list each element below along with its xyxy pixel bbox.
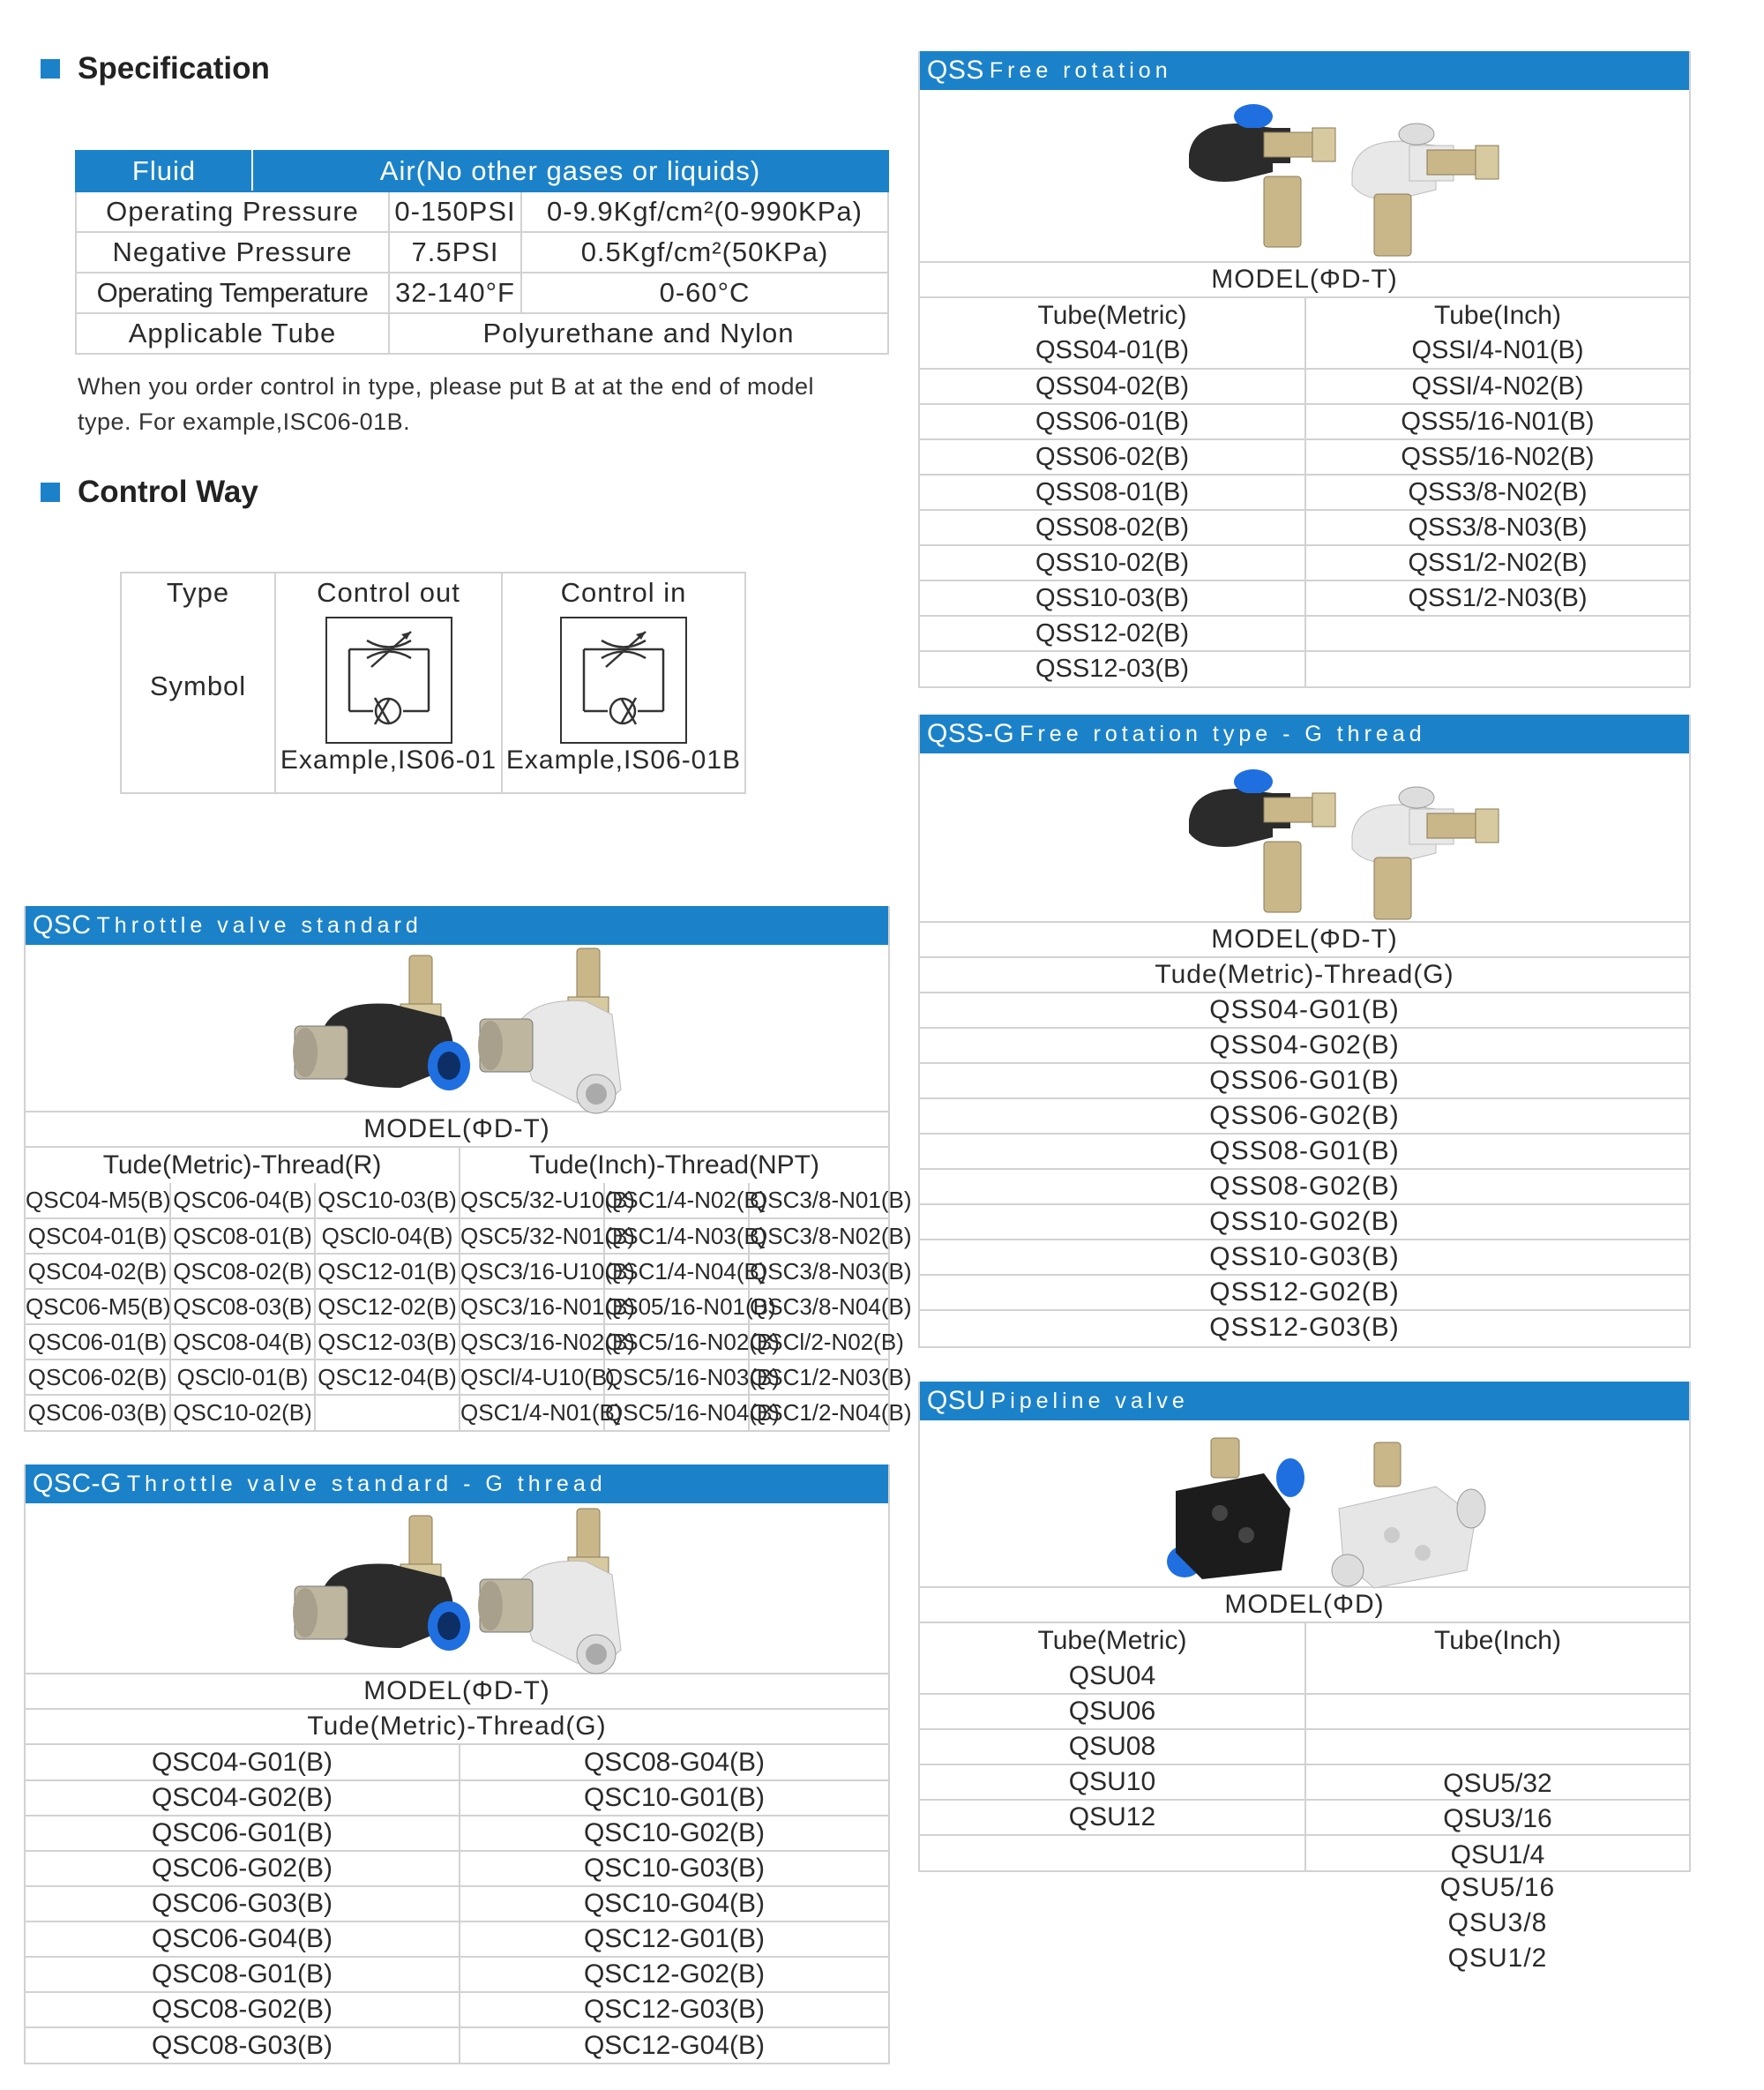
qsc-model-cell: QSCl/2-N02(B) [749,1324,888,1360]
qssg-panel-header: QSS-G Free rotation type - G thread [920,715,1689,753]
qsc-model-row [26,1289,888,1324]
qsu-model-cell [1305,1729,1689,1764]
qscg-model-row [26,2027,888,2063]
qscg-model-cell: QSC12-G04(B) [460,2027,888,2063]
qsc-model-cell: QSCl/4-U10(B) [460,1360,604,1395]
heading-square-icon [41,59,60,79]
qsc-model-row [26,1324,888,1360]
qsu-model-row [920,1659,1689,1694]
qscg-product-image [26,1503,888,1674]
qsu-model-cell [1305,1694,1689,1729]
qsu-rows-table [920,1623,1689,1870]
qscg-model-cell: QSC12-G02(B) [460,1957,888,1992]
qsc-model-cell: QSC5/16-N04(B) [604,1395,749,1430]
qscg-model-row [26,1957,888,1992]
qscg-model-row [26,1816,888,1851]
qsu-inch-item: QSU1/2 [1447,1944,1548,1973]
qsu-inch-item: QSU3/8 [1447,1908,1548,1937]
qssg-model-row: QSS08-G02(B) [920,1170,1689,1205]
control-in-label: Control in [502,573,745,611]
spec-label: Applicable Tube [76,313,389,354]
qss-model-row [920,651,1689,686]
qsc-panel-header: QSC Throttle valve standard [26,906,888,945]
spec-value: 32-140°F [389,273,521,313]
qss-model-label: MODEL(ΦD-T) [920,263,1689,298]
qscg-model-cell: QSC06-G02(B) [26,1851,460,1886]
qsc-model-cell: QSC04-M5(B) [26,1183,170,1218]
qsc-model-row [26,1254,888,1289]
qss-model-cell: QSS5/16-N01(B) [1305,404,1689,439]
spec-value: Polyurethane and Nylon [389,313,888,354]
qsu-inch-item: QSU5/16 [1439,1873,1556,1902]
qsc-panel [24,906,912,1432]
qsc-model-row [26,1218,888,1254]
qss-model-row [920,333,1689,369]
qscg-model-cell: QSC08-G01(B) [26,1957,460,1992]
qss-model-cell: QSS06-01(B) [920,404,1305,439]
qsc-model-cell: QSC04-02(B) [26,1254,170,1289]
qsu-model-cell: QSU12 [920,1800,1305,1835]
qscg-model-cell: QSC10-G01(B) [460,1780,888,1816]
qsu-metric-header: Tube(Metric) [1037,1626,1187,1655]
qsc-model-cell: QSC12-01(B) [315,1254,460,1289]
qssg-fittings-icon [920,753,1691,923]
qss-model-cell: QSS10-02(B) [920,545,1305,581]
qscg-model-row [26,1780,888,1816]
qsc-model-cell: QSC5/32-N01(B) [460,1218,604,1254]
qss-product-image [920,90,1689,263]
spec-header-cell: Air(No other gases or liquids) [252,151,888,191]
qsu-inch-header: Tube(Inch) [1305,1623,1689,1659]
qsc-model-cell: QSC3/8-N01(B) [749,1183,888,1218]
spec-value: 7.5PSI [389,232,521,273]
qss-model-row [920,545,1689,581]
qscg-rows-table [26,1745,888,2063]
qsc-rows-table [26,1183,912,1430]
spec-header-cell: Fluid [76,151,252,191]
qss-model-cell: QSS1/2-N03(B) [1305,581,1689,616]
qscg-model-cell: QSC10-G02(B) [460,1816,888,1851]
qss-model-row [920,616,1689,651]
qscg-model-row [26,1992,888,2027]
qss-model-cell: QSS08-01(B) [920,475,1305,510]
control-out-symbol-icon [325,617,452,744]
qsu-model-cell: QSU3/16 [1305,1800,1689,1835]
qsc-model-cell: QSC5/16-N03(B) [604,1360,749,1395]
qscg-model-cell: QSC06-G01(B) [26,1816,460,1851]
qscg-model-cell: QSC12-G01(B) [460,1921,888,1957]
qsc-metric-group: Tude(Metric)-Thread(R) [102,1150,382,1180]
qsc-model-cell: QSC1/2-N03(B) [749,1360,888,1395]
qss-model-cell [1305,651,1689,686]
qsc-model-cell: QSC1/2-N04(B) [749,1395,888,1430]
qsu-model-cell: QSU5/32 [1305,1764,1689,1800]
spec-label: Operating Pressure [76,191,389,232]
qsc-model-cell: QSC3/8-N02(B) [749,1218,888,1254]
qscg-model-row [26,1886,888,1921]
spec-value: 0.5Kgf/cm²(50KPa) [521,232,888,273]
qsc-inch-group: Tude(Inch)-Thread(NPT) [460,1148,888,1183]
qssg-product-image [920,753,1689,923]
qscg-model-cell: QSC04-G02(B) [26,1780,460,1816]
qss-panel-header: QSS Free rotation [920,51,1689,90]
qss-model-row [920,404,1689,439]
qsc-model-cell: QSC08-01(B) [170,1218,315,1254]
qsc-model-row [26,1395,888,1430]
qss-model-cell: QSS04-02(B) [920,369,1305,404]
qssg-model-row: QSS12-G03(B) [1209,1313,1400,1342]
qsu-model-cell [1305,1659,1689,1694]
qsu-overflow-list [1305,1870,1690,1976]
qsc-model-cell: QSC04-01(B) [26,1218,170,1254]
qsc-model-cell: QSC3/8-N04(B) [749,1289,888,1324]
qss-model-cell: QSS08-02(B) [920,510,1305,545]
qsc-model-cell: QSC3/16-N02(B) [460,1324,604,1360]
qsc-model-row [26,1183,888,1218]
specification-table [75,150,889,355]
spec-row [76,273,888,313]
qsc-model-cell: QSC08-04(B) [170,1324,315,1360]
spec-row [76,232,888,273]
control-way-heading: Control Way [41,475,258,510]
qsc-model-cell: QSCl0-04(B) [315,1218,460,1254]
qss-model-cell: QSSI/4-N01(B) [1305,333,1689,369]
qss-model-row [920,369,1689,404]
symbol-label: Symbol [121,611,275,793]
qsc-model-cell: QSC1/4-N04(B) [604,1254,749,1289]
order-note: When you order control in type, please put B at at the end of model type. For example,ISC06-01B. [78,373,814,435]
qsc-model-cell: QSC12-04(B) [315,1360,460,1395]
qsc-model-cell: QSC10-03(B) [315,1183,460,1218]
qsc-fittings-icon [26,945,890,1112]
qsc-model-cell: QSC1/4-N03(B) [604,1218,749,1254]
qsu-panel-header: QSU Pipeline valve [920,1382,1689,1420]
qsc-model-cell: QSC3/8-N03(B) [749,1254,888,1289]
qsc-model-cell: QSC06-03(B) [27,1399,168,1426]
qss-model-cell: QSS10-03(B) [920,581,1305,616]
qss-model-cell: QSS1/2-N02(B) [1305,545,1689,581]
qssg-model-row: QSS04-G01(B) [920,993,1689,1029]
qsu-product-image [920,1420,1689,1588]
qss-model-cell: QSS04-01(B) [920,333,1305,369]
qsc-model-row [26,1360,888,1395]
qss-panel [918,51,1691,688]
control-out-example: Example,IS06-01 [280,745,497,775]
qscg-panel-header: QSC-G Throttle valve standard - G thread [26,1464,888,1503]
qssg-model-row: QSS08-G01(B) [920,1135,1689,1170]
qsc-model-cell: QSC12-02(B) [315,1289,460,1324]
qsc-model-cell: QSC3/16-U10(B) [460,1254,604,1289]
qss-model-row [920,510,1689,545]
qsu-model-row [920,1764,1689,1800]
qss-model-cell: QSS12-02(B) [920,616,1305,651]
qssg-model-row: QSS04-G02(B) [920,1029,1689,1064]
qss-inch-header: Tube(Inch) [1305,298,1689,333]
control-in-cell [502,611,745,793]
qsu-model-cell: QSU06 [920,1694,1305,1729]
qssg-panel [918,715,1691,1348]
qscg-model-cell: QSC08-G04(B) [460,1745,888,1780]
qsc-model-cell: QSC06-02(B) [26,1360,170,1395]
qscg-fittings-icon [26,1503,890,1674]
heading-square-icon [41,483,60,502]
qscg-model-row [26,1921,888,1957]
control-way-table [120,572,746,794]
control-out-label: Control out [275,573,502,611]
qscg-group-label: Tude(Metric)-Thread(G) [26,1710,888,1745]
control-in-example: Example,IS06-01B [505,745,742,775]
qsc-model-cell [315,1395,460,1430]
qsc-product-image [26,945,888,1112]
qsu-model-cell: QSU10 [920,1764,1305,1800]
spec-value: 0-9.9Kgf/cm²(0-990KPa) [521,191,888,232]
qsc-model-cell: QSC3/16-N01(B) [460,1289,604,1324]
qscg-model-row [26,1745,888,1780]
qss-model-cell: QSS3/8-N02(B) [1305,475,1689,510]
qsu-model-row [920,1835,1689,1870]
qscg-model-cell: QSC08-G03(B) [151,2030,333,2060]
qscg-model-cell: QSC08-G02(B) [26,1992,460,2027]
qscg-model-cell: QSC06-G04(B) [26,1921,460,1957]
qssg-model-row: QSS06-G02(B) [920,1099,1689,1135]
qsu-fittings-icon [920,1420,1691,1588]
qscg-model-row [26,1851,888,1886]
qsc-model-cell: QS05/16-N01(B) [604,1289,749,1324]
qss-rows-table [920,298,1689,686]
qscg-model-label: MODEL(ΦD-T) [26,1674,888,1710]
qss-model-row [920,475,1689,510]
specification-heading: Specification [41,51,270,86]
qsu-model-cell [920,1835,1305,1870]
qscg-panel [24,1464,890,2064]
qscg-model-cell: QSC10-G04(B) [460,1886,888,1921]
qsc-model-cell: QSC08-02(B) [170,1254,315,1289]
control-in-symbol-icon [560,617,687,744]
qss-model-cell: QSS3/8-N03(B) [1305,510,1689,545]
qss-model-cell [1305,616,1689,651]
qsc-model-cell: QSC06-M5(B) [26,1289,170,1324]
type-label: Type [121,573,275,611]
spec-label: Negative Pressure [76,232,389,273]
qscg-model-cell: QSC10-G03(B) [460,1851,888,1886]
qss-model-row [920,581,1689,616]
qssg-model-row: QSS06-G01(B) [920,1064,1689,1099]
qsc-model-cell: QSC06-01(B) [26,1324,170,1360]
qssg-group-label: Tude(Metric)-Thread(G) [920,958,1689,993]
qssg-model-label: MODEL(ΦD-T) [920,923,1689,958]
qss-model-cell: QSS5/16-N02(B) [1305,439,1689,475]
qsu-model-cell: QSU04 [920,1659,1305,1694]
qss-model-cell: QSS06-02(B) [920,439,1305,475]
spec-label: Operating Temperature [76,273,389,313]
spec-value: 0-60°C [521,273,888,313]
qsu-model-cell: QSU1/4 [1305,1835,1689,1870]
qssg-model-row: QSS10-G03(B) [920,1240,1689,1276]
qss-metric-header: Tube(Metric) [1037,301,1187,330]
qss-model-cell: QSSI/4-N02(B) [1305,369,1689,404]
qsc-model-cell: QSCl0-01(B) [170,1360,315,1395]
qsc-model-cell: QSC12-03(B) [315,1324,460,1360]
qsc-model-cell: QSC06-04(B) [170,1183,315,1218]
spec-value: 0-150PSI [389,191,521,232]
spec-row [76,191,888,232]
qscg-model-cell: QSC04-G01(B) [26,1745,460,1780]
qsu-model-label: MODEL(ΦD) [920,1588,1689,1623]
qscg-model-cell: QSC12-G03(B) [460,1992,888,2027]
qsu-panel [918,1382,1691,1872]
qsu-model-row [920,1800,1689,1835]
spec-header-row [76,151,888,191]
qsu-model-row [920,1729,1689,1764]
qsc-model-cell: QSC08-03(B) [170,1289,315,1324]
qss-model-cell: QSS12-03(B) [1035,655,1190,683]
qss-fittings-icon [920,90,1691,263]
qsc-model-cell: QSC1/4-N02(B) [604,1183,749,1218]
qsc-model-label: MODEL(ΦD-T) [26,1112,888,1148]
qssg-model-row: QSS10-G02(B) [920,1205,1689,1240]
qssg-rows-list [920,993,1689,1346]
control-out-cell [275,611,502,793]
spec-row [76,313,888,354]
qscg-model-cell: QSC06-G03(B) [26,1886,460,1921]
qsc-model-cell: QSC5/32-U10(B) [460,1183,604,1218]
qssg-model-row: QSS12-G02(B) [920,1276,1689,1311]
qsc-model-cell: QSC10-02(B) [170,1395,315,1430]
qsc-model-cell: QSC1/4-N01(B) [460,1395,604,1430]
qss-model-row [920,439,1689,475]
qsu-model-cell: QSU08 [920,1729,1305,1764]
qsc-model-cell: QSC5/16-N02(B) [604,1324,749,1360]
qsu-model-row [920,1694,1689,1729]
qsc-model-table [26,1148,888,1183]
